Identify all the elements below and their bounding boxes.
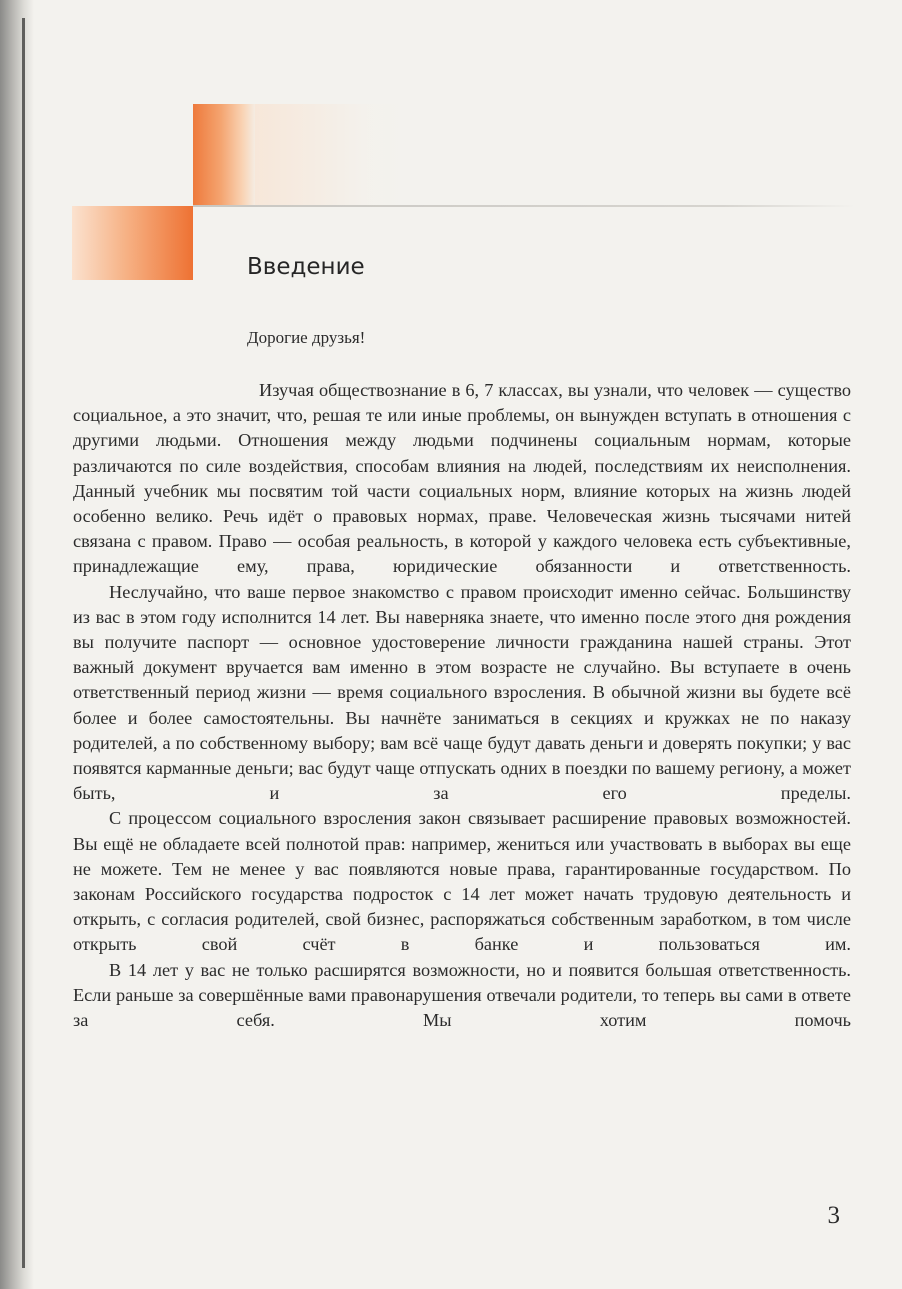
paragraph-2: Неслучайно, что ваше первое знакомство с правом происходит именно сейчас. Большинству из вас в этом году исполнится 14 лет. Вы наверняка знаете, что именно после этого дня рождения вы получите паспорт — основное удостоверение личности гражданина нашей страны. Этот важный документ вручается вам именно в этом возрасте не случайно. Вы вступаете в очень ответственный период жизни — время социального взросления. В обычной жизни вы будете всё более и более самостоятельны. Вы начнёте заниматься в секциях и кружках не по наказу родителей, а по собственному выбору; вам всё чаще будут давать деньги и доверять покупки; у вас появятся карманные деньги; вас будут чаще отпускать одних в поездки по вашему региону, а может быть, и за его пределы. xyxy=(73,581,851,804)
chapter-heading: Введение xyxy=(247,254,365,280)
body-text xyxy=(73,378,851,1033)
binding-edge-line xyxy=(22,18,25,1268)
paragraph-1: Изучая обществознание в 6, 7 классах, вы узнали, что человек — существо социальное, а это значит, что, решая те или иные проблемы, он вынужден вступать в отношения с другими людьми. Отношения между людьми подчинены социальным нормам, которые различаются по силе воздействия, способам влияния на людей, последствиям их неисполнения. Данный учебник мы посвятим той части социальных норм, влияние которых на жизнь людей особенно велико. Речь идёт о правовых нормах, праве. Человеческая жизнь тысячами нитей связана с правом. Право — особая реальность, в которой у каждого человека есть субъективные, принадлежащие ему, права, юридические обязанности и ответственность. xyxy=(73,380,851,577)
decorative-orange-block-tall xyxy=(193,104,255,206)
paragraph-4: В 14 лет у вас не только расширятся возможности, но и появится большая ответственность. Если раньше за совершённые вами правонарушения отвечали родители, то теперь вы сами в ответе за себя. Мы хотим помочь xyxy=(73,959,851,1031)
decorative-orange-block-small xyxy=(72,206,193,280)
paragraph-3: С процессом социального взросления закон связывает расширение правовых возможностей. Вы ещё не обладаете всей полнотой прав: например, жениться или участвовать в выборах вы еще не можете. Тем не менее у вас появляются новые права, гарантированные государством. По законам Российского государства подросток с 14 лет может начать трудовую деятельность и открыть, с согласия родителей, свой бизнес, распоряжаться собственным заработком, в том числе открыть свой счёт в банке и пользоваться им. xyxy=(73,808,851,955)
page-number: 3 xyxy=(827,1202,840,1229)
binding-shadow xyxy=(0,0,34,1289)
greeting: Дорогие друзья! xyxy=(247,328,366,347)
decorative-gradient-fade xyxy=(255,104,415,206)
decorative-rule-line xyxy=(193,205,855,207)
